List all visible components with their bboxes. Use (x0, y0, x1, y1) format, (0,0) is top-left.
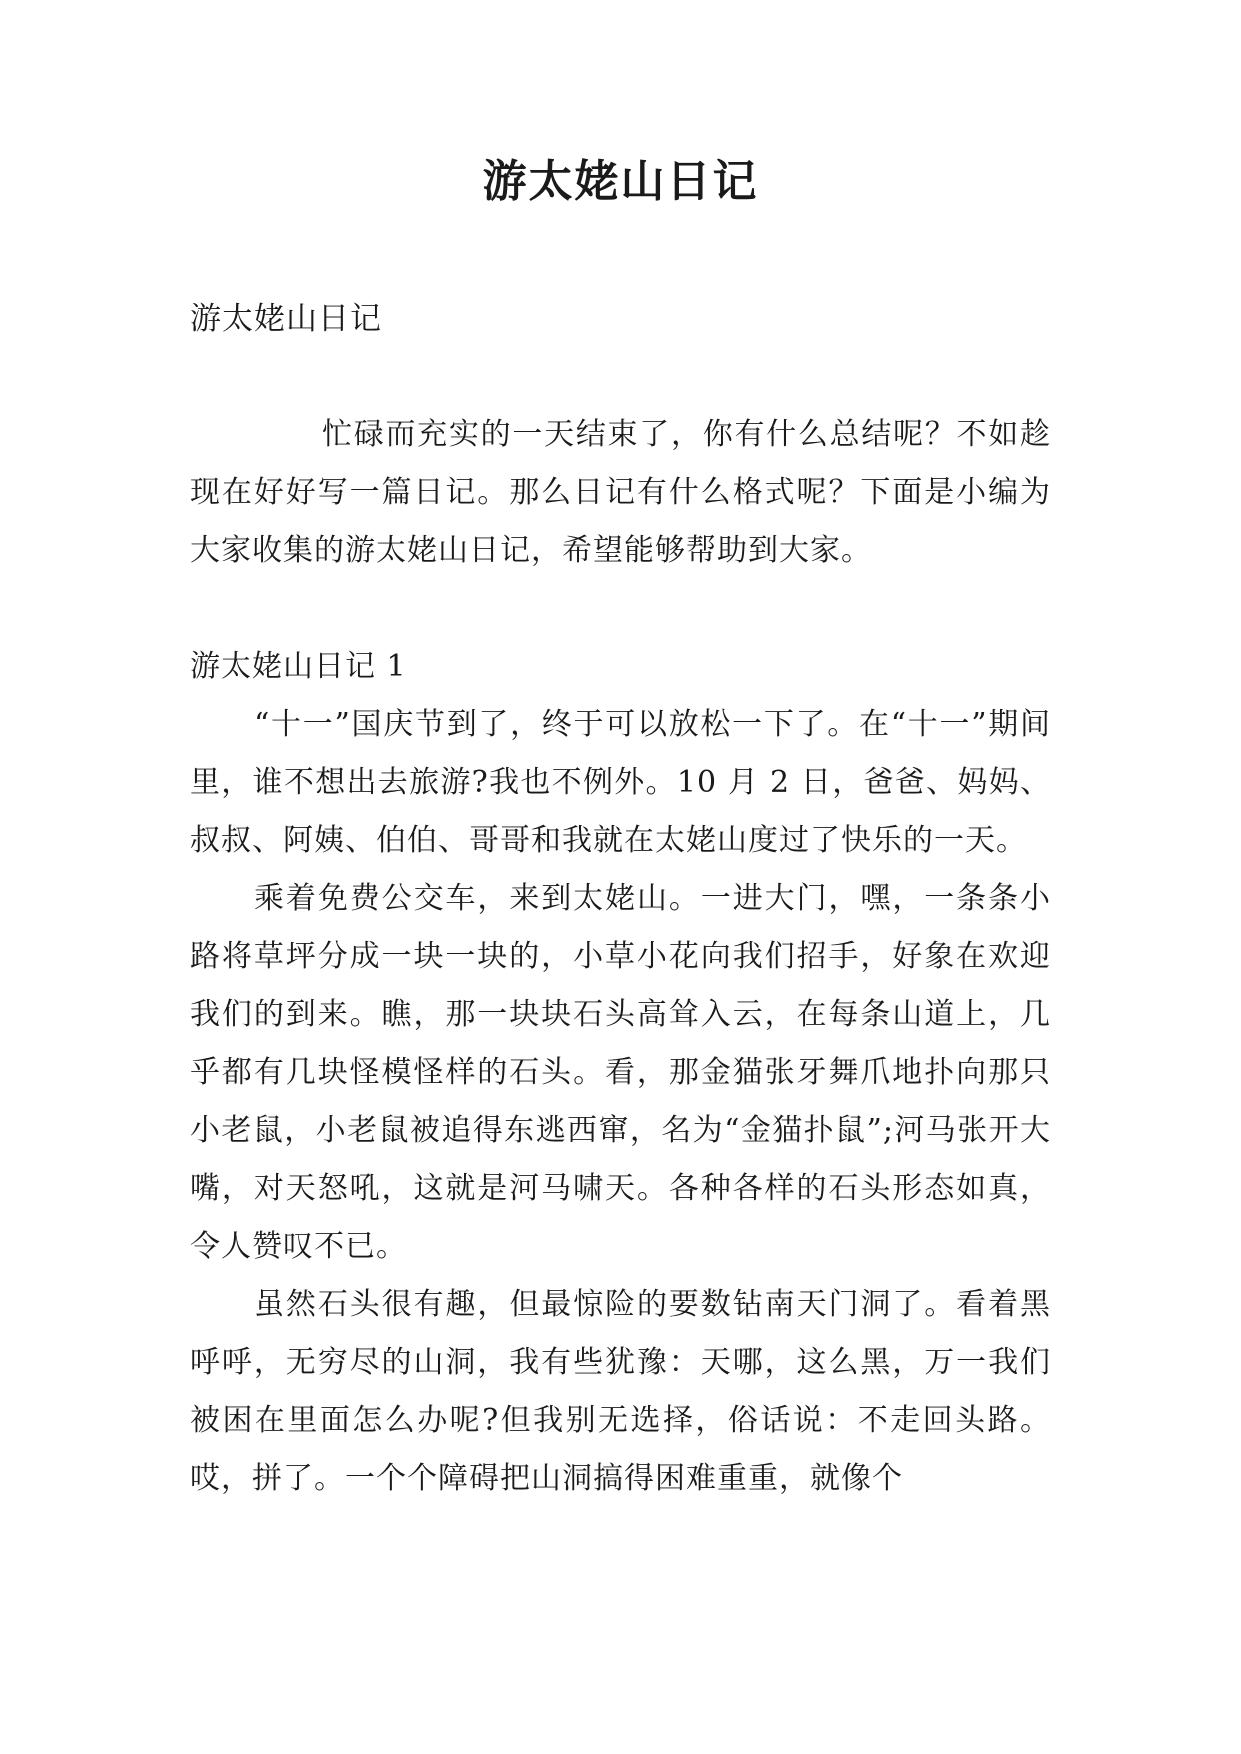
section-heading: 游太姥山日记 1 (190, 649, 407, 684)
body-paragraph-1: “十一”国庆节到了，终于可以放松一下了。在“十一”期间里，谁不想出去旅游?我也不例外。10 月 2 日，爸爸、妈妈、叔叔、阿姨、伯伯、哥哥和我就在太姥山度过了快乐的一天。 (190, 707, 1051, 858)
document-subtitle: 游太姥山日记 (190, 301, 382, 337)
document-body (190, 290, 1051, 1508)
body-paragraph-3: 虽然石头很有趣，但最惊险的要数钻南天门洞了。看着黑呼呼，无穷尽的山洞，我有些犹豫：天哪，这么黑，万一我们被困在里面怎么办呢?但我别无选择，俗话说：不走回头路。哎，拼了。一个个障碍把山洞搞得困难重重，就像个 (190, 1287, 1051, 1496)
intro-paragraph: 忙碌而充实的一天结束了，你有什么总结呢？不如趁现在好好写一篇日记。那么日记有什么格式呢？下面是小编为大家收集的游太姥山日记，希望能够帮助到大家。 (190, 417, 1051, 568)
document-title: 游太姥山日记 (482, 156, 759, 207)
body-paragraph-2: 乘着免费公交车，来到太姥山。一进大门，嘿，一条条小路将草坪分成一块一块的，小草小花向我们招手，好象在欢迎我们的到来。瞧，那一块块石头高耸入云，在每条山道上，几乎都有几块怪模怪样的石头。看，那金猫张牙舞爪地扑向那只小老鼠，小老鼠被追得东逃西窜，名为“金猫扑鼠”;河马张开大嘴，对天怒吼，这就是河马啸天。各种各样的石头形态如真，令人赞叹不已。 (190, 881, 1051, 1264)
